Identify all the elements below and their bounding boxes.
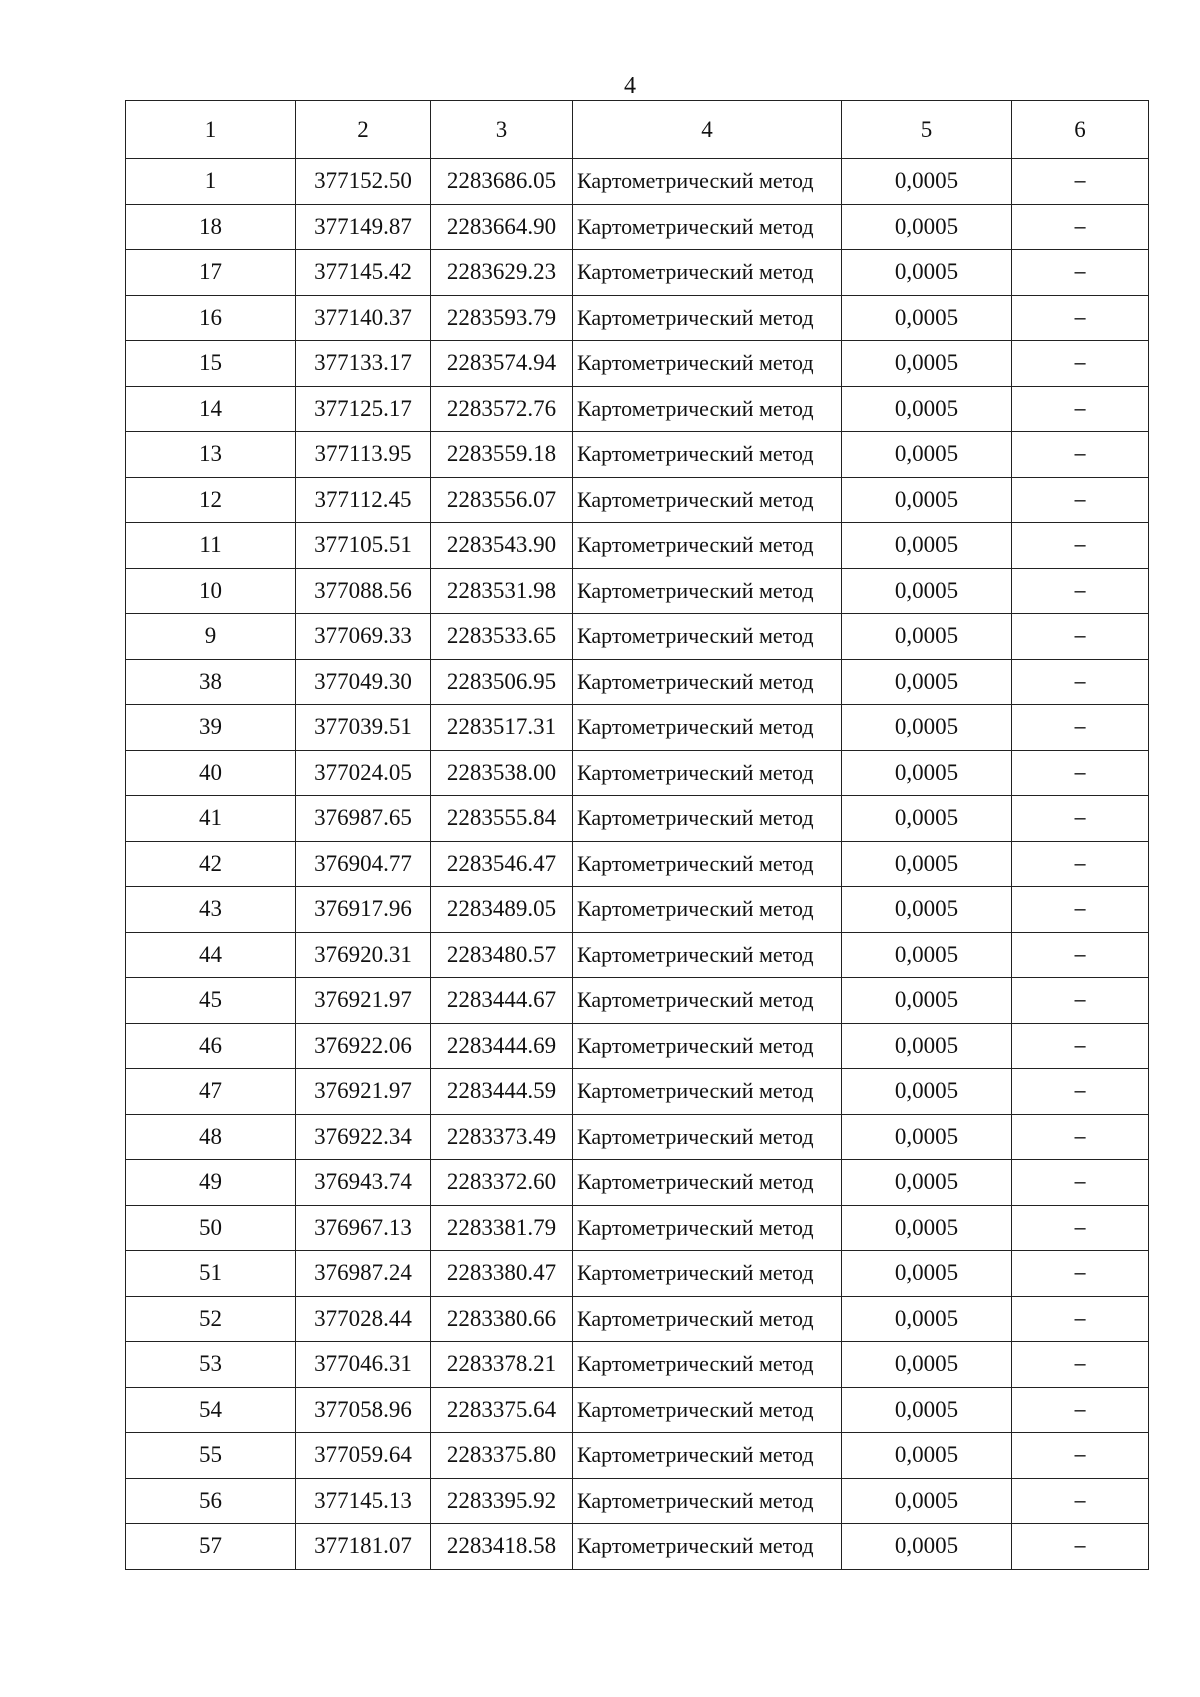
y-coordinate-cell: 2283378.21	[431, 1342, 573, 1388]
x-coordinate-cell: 376920.31	[296, 932, 431, 978]
table-row	[126, 796, 1149, 842]
accuracy-cell: 0,0005	[842, 1251, 1012, 1297]
y-coordinate-cell: 2283506.95	[431, 659, 573, 705]
point-number-cell: 41	[126, 796, 296, 842]
description-cell: –	[1012, 250, 1149, 296]
accuracy-cell: 0,0005	[842, 250, 1012, 296]
method-cell: Картометрический метод	[573, 1296, 842, 1342]
description-cell: –	[1012, 1205, 1149, 1251]
method-cell: Картометрический метод	[573, 386, 842, 432]
table-row	[126, 932, 1149, 978]
point-number-cell: 18	[126, 204, 296, 250]
point-number-cell: 42	[126, 841, 296, 887]
description-cell: –	[1012, 1433, 1149, 1479]
y-coordinate-cell: 2283375.80	[431, 1433, 573, 1479]
y-coordinate-cell: 2283381.79	[431, 1205, 573, 1251]
table-row	[126, 1387, 1149, 1433]
point-number-cell: 45	[126, 978, 296, 1024]
accuracy-cell: 0,0005	[842, 614, 1012, 660]
point-number-cell: 14	[126, 386, 296, 432]
method-cell: Картометрический метод	[573, 841, 842, 887]
method-cell: Картометрический метод	[573, 705, 842, 751]
table-row	[126, 295, 1149, 341]
method-cell: Картометрический метод	[573, 341, 842, 387]
method-cell: Картометрический метод	[573, 1251, 842, 1297]
y-coordinate-cell: 2283373.49	[431, 1114, 573, 1160]
table-row	[126, 614, 1149, 660]
point-number-cell: 53	[126, 1342, 296, 1388]
accuracy-cell: 0,0005	[842, 523, 1012, 569]
y-coordinate-cell: 2283418.58	[431, 1524, 573, 1570]
point-number-cell: 44	[126, 932, 296, 978]
x-coordinate-cell: 376922.06	[296, 1023, 431, 1069]
accuracy-cell: 0,0005	[842, 1023, 1012, 1069]
table-row	[126, 250, 1149, 296]
point-number-cell: 52	[126, 1296, 296, 1342]
table-row	[126, 432, 1149, 478]
description-cell: –	[1012, 523, 1149, 569]
y-coordinate-cell: 2283380.47	[431, 1251, 573, 1297]
page-number: 4	[624, 73, 636, 99]
x-coordinate-cell: 377133.17	[296, 341, 431, 387]
method-cell: Картометрический метод	[573, 1023, 842, 1069]
x-coordinate-cell: 377039.51	[296, 705, 431, 751]
x-coordinate-cell: 377049.30	[296, 659, 431, 705]
y-coordinate-cell: 2283556.07	[431, 477, 573, 523]
description-cell: –	[1012, 1296, 1149, 1342]
description-cell: –	[1012, 568, 1149, 614]
x-coordinate-cell: 377125.17	[296, 386, 431, 432]
x-coordinate-cell: 377058.96	[296, 1387, 431, 1433]
method-cell: Картометрический метод	[573, 1160, 842, 1206]
y-coordinate-cell: 2283480.57	[431, 932, 573, 978]
table-row	[126, 1114, 1149, 1160]
coordinates-table	[125, 100, 1149, 1570]
x-coordinate-cell: 376917.96	[296, 887, 431, 933]
point-number-cell: 40	[126, 750, 296, 796]
method-cell: Картометрический метод	[573, 295, 842, 341]
description-cell: –	[1012, 1342, 1149, 1388]
header-cell: 6	[1012, 101, 1149, 159]
accuracy-cell: 0,0005	[842, 341, 1012, 387]
point-number-cell: 56	[126, 1478, 296, 1524]
description-cell: –	[1012, 1387, 1149, 1433]
table-body	[126, 101, 1149, 1570]
y-coordinate-cell: 2283531.98	[431, 568, 573, 614]
accuracy-cell: 0,0005	[842, 1114, 1012, 1160]
point-number-cell: 10	[126, 568, 296, 614]
method-cell: Картометрический метод	[573, 523, 842, 569]
accuracy-cell: 0,0005	[842, 978, 1012, 1024]
accuracy-cell: 0,0005	[842, 1478, 1012, 1524]
table-row	[126, 386, 1149, 432]
x-coordinate-cell: 376921.97	[296, 978, 431, 1024]
description-cell: –	[1012, 1160, 1149, 1206]
header-cell: 4	[573, 101, 842, 159]
y-coordinate-cell: 2283686.05	[431, 159, 573, 205]
x-coordinate-cell: 376904.77	[296, 841, 431, 887]
table-row	[126, 705, 1149, 751]
accuracy-cell: 0,0005	[842, 705, 1012, 751]
method-cell: Картометрический метод	[573, 978, 842, 1024]
x-coordinate-cell: 376921.97	[296, 1069, 431, 1115]
table-row	[126, 159, 1149, 205]
table-row	[126, 1433, 1149, 1479]
table-row	[126, 659, 1149, 705]
y-coordinate-cell: 2283559.18	[431, 432, 573, 478]
description-cell: –	[1012, 978, 1149, 1024]
description-cell: –	[1012, 1251, 1149, 1297]
y-coordinate-cell: 2283593.79	[431, 295, 573, 341]
accuracy-cell: 0,0005	[842, 932, 1012, 978]
method-cell: Картометрический метод	[573, 1069, 842, 1115]
method-cell: Картометрический метод	[573, 432, 842, 478]
x-coordinate-cell: 377145.13	[296, 1478, 431, 1524]
method-cell: Картометрический метод	[573, 1114, 842, 1160]
y-coordinate-cell: 2283375.64	[431, 1387, 573, 1433]
description-cell: –	[1012, 477, 1149, 523]
point-number-cell: 51	[126, 1251, 296, 1297]
accuracy-cell: 0,0005	[842, 204, 1012, 250]
method-cell: Картометрический метод	[573, 1524, 842, 1570]
accuracy-cell: 0,0005	[842, 159, 1012, 205]
y-coordinate-cell: 2283664.90	[431, 204, 573, 250]
table-row	[126, 1023, 1149, 1069]
y-coordinate-cell: 2283538.00	[431, 750, 573, 796]
table-row	[126, 978, 1149, 1024]
accuracy-cell: 0,0005	[842, 1387, 1012, 1433]
header-cell: 3	[431, 101, 573, 159]
accuracy-cell: 0,0005	[842, 432, 1012, 478]
description-cell: –	[1012, 386, 1149, 432]
x-coordinate-cell: 376922.34	[296, 1114, 431, 1160]
x-coordinate-cell: 377046.31	[296, 1342, 431, 1388]
point-number-cell: 1	[126, 159, 296, 205]
point-number-cell: 55	[126, 1433, 296, 1479]
accuracy-cell: 0,0005	[842, 659, 1012, 705]
method-cell: Картометрический метод	[573, 1205, 842, 1251]
y-coordinate-cell: 2283533.65	[431, 614, 573, 660]
x-coordinate-cell: 377149.87	[296, 204, 431, 250]
description-cell: –	[1012, 1114, 1149, 1160]
method-cell: Картометрический метод	[573, 1433, 842, 1479]
point-number-cell: 43	[126, 887, 296, 933]
accuracy-cell: 0,0005	[842, 750, 1012, 796]
header-cell: 1	[126, 101, 296, 159]
point-number-cell: 38	[126, 659, 296, 705]
x-coordinate-cell: 377145.42	[296, 250, 431, 296]
y-coordinate-cell: 2283572.76	[431, 386, 573, 432]
accuracy-cell: 0,0005	[842, 1342, 1012, 1388]
method-cell: Картометрический метод	[573, 1387, 842, 1433]
method-cell: Картометрический метод	[573, 477, 842, 523]
table-row	[126, 841, 1149, 887]
method-cell: Картометрический метод	[573, 614, 842, 660]
x-coordinate-cell: 376967.13	[296, 1205, 431, 1251]
x-coordinate-cell: 377088.56	[296, 568, 431, 614]
x-coordinate-cell: 377152.50	[296, 159, 431, 205]
x-coordinate-cell: 377059.64	[296, 1433, 431, 1479]
y-coordinate-cell: 2283444.69	[431, 1023, 573, 1069]
accuracy-cell: 0,0005	[842, 1069, 1012, 1115]
description-cell: –	[1012, 432, 1149, 478]
x-coordinate-cell: 377113.95	[296, 432, 431, 478]
accuracy-cell: 0,0005	[842, 887, 1012, 933]
point-number-cell: 54	[126, 1387, 296, 1433]
table-row	[126, 523, 1149, 569]
table-row	[126, 1524, 1149, 1570]
table-row	[126, 1069, 1149, 1115]
method-cell: Картометрический метод	[573, 1342, 842, 1388]
point-number-cell: 46	[126, 1023, 296, 1069]
point-number-cell: 15	[126, 341, 296, 387]
x-coordinate-cell: 377105.51	[296, 523, 431, 569]
description-cell: –	[1012, 295, 1149, 341]
x-coordinate-cell: 376987.24	[296, 1251, 431, 1297]
table-row	[126, 887, 1149, 933]
table-row	[126, 477, 1149, 523]
x-coordinate-cell: 377140.37	[296, 295, 431, 341]
table-row	[126, 1251, 1149, 1297]
table-row	[126, 1342, 1149, 1388]
x-coordinate-cell: 377181.07	[296, 1524, 431, 1570]
table-row	[126, 341, 1149, 387]
table-row	[126, 568, 1149, 614]
accuracy-cell: 0,0005	[842, 568, 1012, 614]
description-cell: –	[1012, 1023, 1149, 1069]
accuracy-cell: 0,0005	[842, 1433, 1012, 1479]
accuracy-cell: 0,0005	[842, 1205, 1012, 1251]
method-cell: Картометрический метод	[573, 887, 842, 933]
point-number-cell: 50	[126, 1205, 296, 1251]
point-number-cell: 13	[126, 432, 296, 478]
method-cell: Картометрический метод	[573, 204, 842, 250]
table-header-row	[126, 101, 1149, 159]
description-cell: –	[1012, 796, 1149, 842]
y-coordinate-cell: 2283395.92	[431, 1478, 573, 1524]
point-number-cell: 11	[126, 523, 296, 569]
x-coordinate-cell: 376987.65	[296, 796, 431, 842]
point-number-cell: 17	[126, 250, 296, 296]
point-number-cell: 57	[126, 1524, 296, 1570]
y-coordinate-cell: 2283444.67	[431, 978, 573, 1024]
x-coordinate-cell: 377112.45	[296, 477, 431, 523]
y-coordinate-cell: 2283543.90	[431, 523, 573, 569]
description-cell: –	[1012, 341, 1149, 387]
point-number-cell: 47	[126, 1069, 296, 1115]
point-number-cell: 9	[126, 614, 296, 660]
y-coordinate-cell: 2283574.94	[431, 341, 573, 387]
method-cell: Картометрический метод	[573, 796, 842, 842]
y-coordinate-cell: 2283517.31	[431, 705, 573, 751]
x-coordinate-cell: 376943.74	[296, 1160, 431, 1206]
accuracy-cell: 0,0005	[842, 295, 1012, 341]
description-cell: –	[1012, 1524, 1149, 1570]
method-cell: Картометрический метод	[573, 659, 842, 705]
point-number-cell: 16	[126, 295, 296, 341]
y-coordinate-cell: 2283444.59	[431, 1069, 573, 1115]
y-coordinate-cell: 2283629.23	[431, 250, 573, 296]
y-coordinate-cell: 2283380.66	[431, 1296, 573, 1342]
accuracy-cell: 0,0005	[842, 841, 1012, 887]
x-coordinate-cell: 377069.33	[296, 614, 431, 660]
table-row	[126, 1160, 1149, 1206]
point-number-cell: 12	[126, 477, 296, 523]
description-cell: –	[1012, 614, 1149, 660]
point-number-cell: 49	[126, 1160, 296, 1206]
description-cell: –	[1012, 1069, 1149, 1115]
x-coordinate-cell: 377028.44	[296, 1296, 431, 1342]
description-cell: –	[1012, 841, 1149, 887]
y-coordinate-cell: 2283372.60	[431, 1160, 573, 1206]
header-cell: 2	[296, 101, 431, 159]
table-row	[126, 750, 1149, 796]
point-number-cell: 48	[126, 1114, 296, 1160]
point-number-cell: 39	[126, 705, 296, 751]
table-row	[126, 1205, 1149, 1251]
description-cell: –	[1012, 887, 1149, 933]
y-coordinate-cell: 2283555.84	[431, 796, 573, 842]
description-cell: –	[1012, 204, 1149, 250]
table-row	[126, 204, 1149, 250]
accuracy-cell: 0,0005	[842, 796, 1012, 842]
accuracy-cell: 0,0005	[842, 477, 1012, 523]
description-cell: –	[1012, 750, 1149, 796]
method-cell: Картометрический метод	[573, 250, 842, 296]
y-coordinate-cell: 2283546.47	[431, 841, 573, 887]
method-cell: Картометрический метод	[573, 568, 842, 614]
description-cell: –	[1012, 159, 1149, 205]
accuracy-cell: 0,0005	[842, 1296, 1012, 1342]
y-coordinate-cell: 2283489.05	[431, 887, 573, 933]
accuracy-cell: 0,0005	[842, 1160, 1012, 1206]
table-row	[126, 1296, 1149, 1342]
table-row	[126, 1478, 1149, 1524]
accuracy-cell: 0,0005	[842, 1524, 1012, 1570]
description-cell: –	[1012, 659, 1149, 705]
description-cell: –	[1012, 1478, 1149, 1524]
x-coordinate-cell: 377024.05	[296, 750, 431, 796]
header-cell: 5	[842, 101, 1012, 159]
accuracy-cell: 0,0005	[842, 386, 1012, 432]
method-cell: Картометрический метод	[573, 750, 842, 796]
method-cell: Картометрический метод	[573, 932, 842, 978]
description-cell: –	[1012, 932, 1149, 978]
description-cell: –	[1012, 705, 1149, 751]
method-cell: Картометрический метод	[573, 1478, 842, 1524]
method-cell: Картометрический метод	[573, 159, 842, 205]
